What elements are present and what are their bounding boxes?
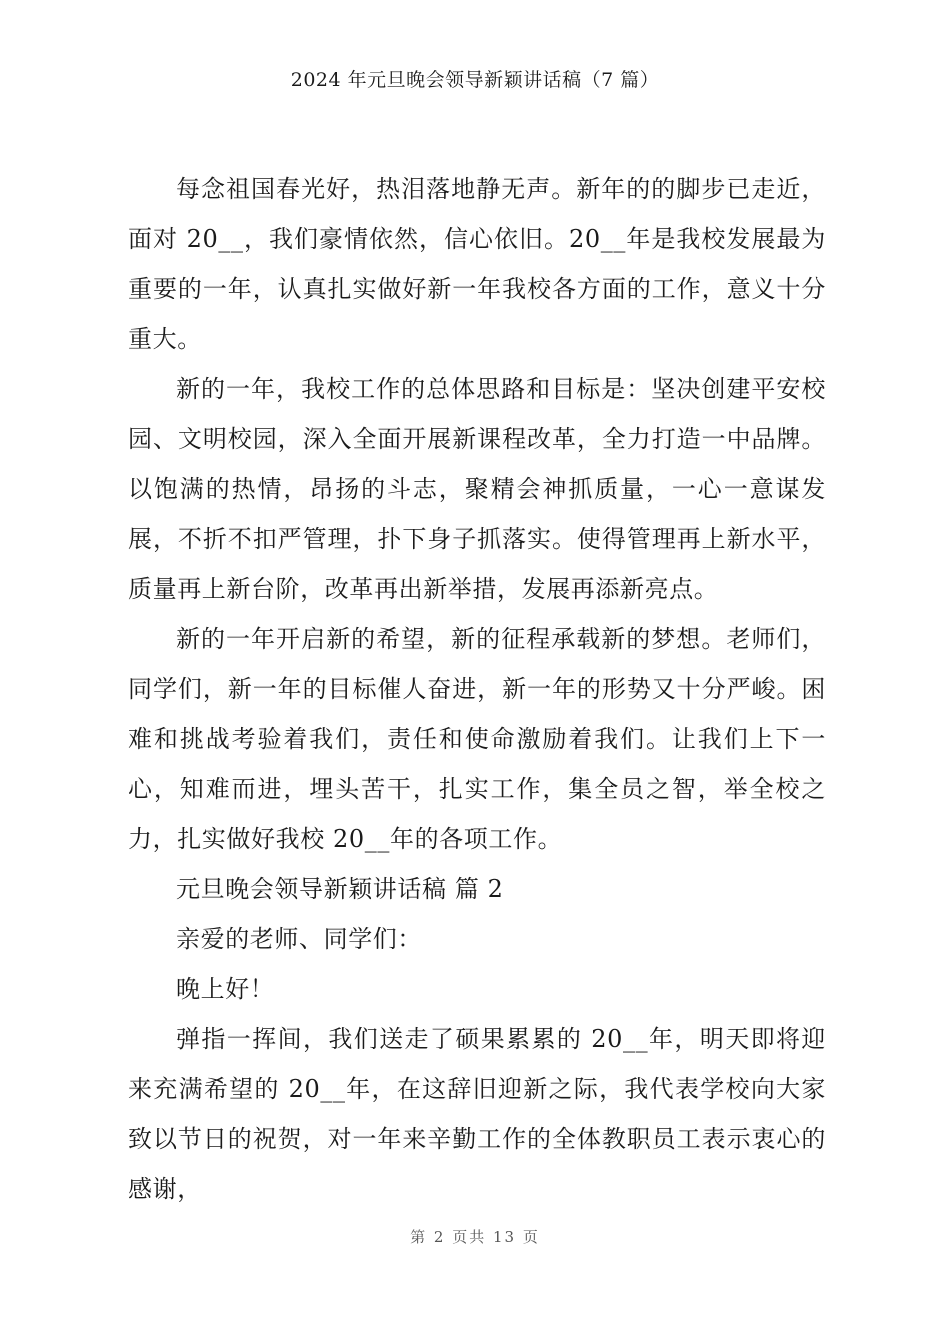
- paragraph: 每念祖国春光好，热泪落地静无声。新年的的脚步已走近，面对 20__，我们豪情依然，信心依旧。20__年是我校发展最为重要的一年，认真扎实做好新一年我校各方面的工作，意义十分重大。: [128, 175, 826, 353]
- paragraph: 新的一年，我校工作的总体思路和目标是：坚决创建平安校园、文明校园，深入全面开展新课程改革，全力打造一中品牌。以饱满的热情，昂扬的斗志，聚精会神抓质量，一心一意谋发展，不折不扣严管理，扑下身子抓落实。使得管理再上新水平，质量再上新台阶，改革再出新举措，发展再添新亮点。: [128, 375, 826, 603]
- document-title: 2024 年元旦晚会领导新颖讲话稿（7 篇）: [290, 69, 660, 91]
- page-number-footer: 第 2 页共 13 页: [410, 1228, 540, 1246]
- salutation: 亲爱的老师、同学们：: [176, 925, 422, 953]
- greeting: 晚上好！: [176, 975, 275, 1003]
- section-heading: 元旦晚会领导新颖讲话稿 篇 2: [176, 875, 504, 903]
- document-body: [128, 164, 826, 1214]
- paragraph: 新的一年开启新的希望，新的征程承载新的梦想。老师们，同学们，新一年的目标催人奋进，新一年的形势又十分严峻。困难和挑战考验着我们，责任和使命激励着我们。让我们上下一心，知难而进，埋头苦干，扎实工作，集全员之智，举全校之力，扎实做好我校 20__年的各项工作。: [128, 625, 826, 853]
- paragraph: 弹指一挥间，我们送走了硕果累累的 20__年，明天即将迎来充满希望的 20__年，在这辞旧迎新之际，我代表学校向大家致以节日的祝贺，对一年来辛勤工作的全体教职员工表示衷心的感谢，: [128, 1025, 826, 1203]
